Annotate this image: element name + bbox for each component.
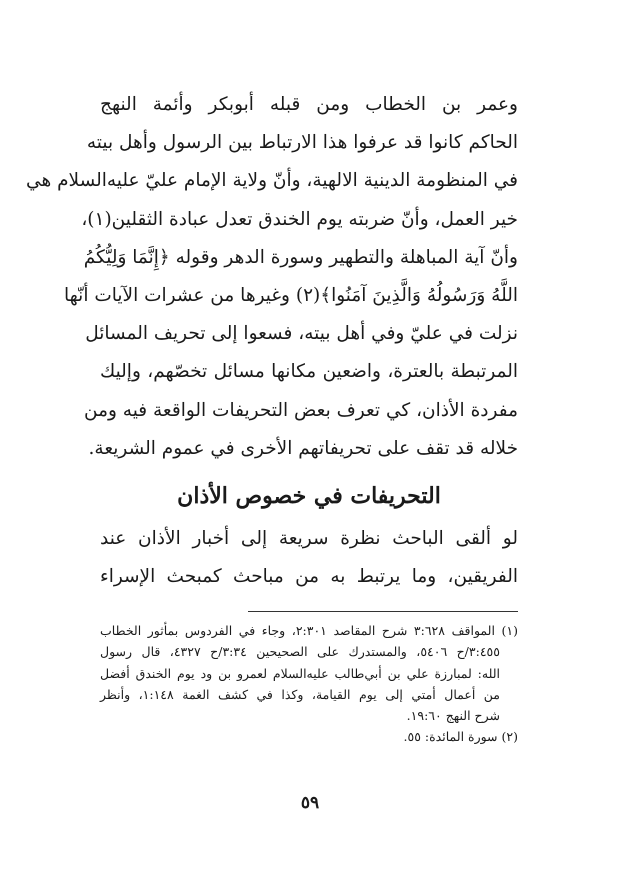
body-line: خير العمل، وأنّ ضربته يوم الخندق تعدل عبادة الثقلين(١)، — [81, 208, 518, 230]
footnote-line: (١) المواقف ٣:٦٢٨ شرح المقاصد ٢:٣٠١، وجاء في الفردوس بمأثور الخطاب — [100, 623, 518, 638]
body-paragraph — [26, 86, 518, 468]
body-line: خلاله قد تقف على تحريفاتهم الأخرى في عموم الشريعة. — [88, 437, 518, 459]
footnote-line: من أعمال أمتي إلى يوم القيامة، وكذا في كشف الغمة ١:١٤٨، وأنظر — [100, 686, 500, 702]
body-line: في المنظومة الدينية الالهية، وأنّ ولاية الإمام عليّ عليه‌السلام هي — [26, 170, 518, 192]
body-line: وعمر بن الخطاب ومن قبله أبوبكر وأئمة النهج — [100, 94, 518, 115]
footnote-line: (٢) سورة المائدة: ٥٥. — [403, 729, 518, 745]
body-paragraph-2 — [100, 520, 518, 596]
body-line: نزلت في عليّ وفي أهل بيته، فسعوا إلى تحريف المسائل — [85, 323, 518, 345]
body-line: الفريقين، وما يرتبط به من مباحث كمبحث الإسراء — [100, 566, 518, 588]
page-number: ٥٩ — [300, 793, 320, 813]
footnote-line: الله: لمبارزة علي بن أبي‌طالب عليه‌السلام لعمرو بن ود يوم الخندق أفضل — [100, 665, 500, 681]
footnote-line: شرح النهج ١٩:٦٠. — [406, 708, 500, 724]
body-line: اللَّهُ وَرَسُولُهُ وَالَّذِينَ آمَنُوا﴾(٢) وغيرها من عشرات الآيات أنّها — [64, 284, 518, 306]
section-heading: التحريفات في خصوص الأذان — [177, 483, 441, 509]
footnotes — [100, 620, 518, 748]
body-line: المرتبطة بالعترة، واضعين مكانها مسائل تخصّهم، وإليك — [100, 361, 518, 383]
body-line: وأنّ آية المباهلة والتطهير وسورة الدهر وقوله ﴿إِنَّمَا وَلِيُّكُمُ — [83, 246, 518, 268]
body-line: لو ألقى الباحث نظرة سريعة إلى أخبار الأذان عند — [100, 528, 518, 549]
footnote-line: ٣:٤٥٥/ح ٥٤٠٦، والمستدرك على الصحيحين ٣:٣٤/ح ٤٣٢٧، قال رسول — [100, 644, 500, 660]
body-line: مفردة الأذان، كي تعرف بعض التحريفات الواقعة فيه ومن — [83, 399, 518, 421]
body-line: الحاكم كانوا قد عرفوا هذا الارتباط بين الرسول وأهل بيته — [86, 132, 518, 154]
footnote-divider — [248, 611, 518, 612]
